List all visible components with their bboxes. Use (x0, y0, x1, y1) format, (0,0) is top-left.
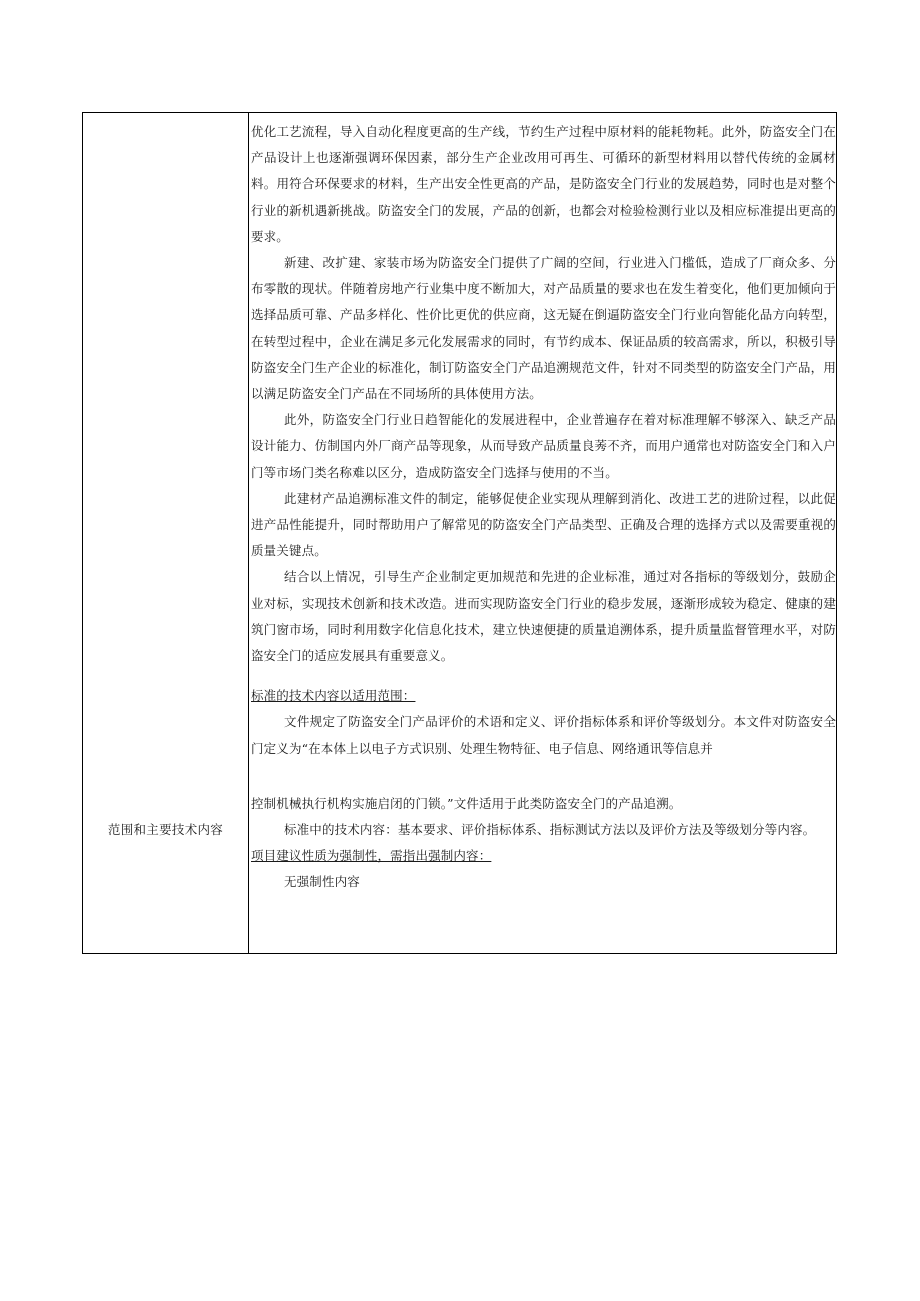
paragraph-conclusion: 结合以上情况，引导生产企业制定更加规范和先进的企业标准，通过对各指标的等级划分，鼓励企业对标，实现技术创新和技术改造。进而实现防盗安全门行业的稳步发展，逐渐形成较为稳定、健康的建筑门窗市场，同时利用数字化信息化技术，建立快速便捷的质量追溯体系，提升质量监督管理水平，对防盗安全门的适应发展具有重要意义。 (251, 569, 836, 664)
row-label-cell (83, 113, 249, 953)
paragraph-process-optimization: 优化工艺流程，导入自动化程度更高的生产线，节约生产过程中原材料的能耗物耗。此外，防盗安全门在产品设计上也逐渐强调环保因素，部分生产企业改用可再生、可循环的新型材料用以替代传统的金属材料。用符合环保要求的材料，生产出安全性更高的产品，是防盗安全门行业的发展趋势，同时也是对整个行业的新机遇新挑战。防盗安全门的发展，产品的创新，也都会对检验检测行业以及相应标准提出更高的要求。 (251, 124, 836, 244)
row-label: 范围和主要技术内容 (107, 822, 224, 837)
paragraph-no-mandatory: 无强制性内容 (284, 874, 360, 890)
paragraph-technical-content: 标准中的技术内容：基本要求、评价指标体系、指标测试方法以及评价方法及等级划分等内容。 (284, 822, 816, 838)
content-cell (249, 113, 836, 953)
paragraph-scope-applicability: 控制机械执行机构实施启闭的门锁。”文件适用于此类防盗安全门的产品追溯。 (251, 795, 682, 811)
paragraph-scope-definition: 文件规定了防盗安全门产品评价的术语和定义、评价指标体系和评价等级划分。本文件对防盗安全门定义为“在本体上以电子方式识别、处理生物特征、电子信息、网络通讯等信息并 (251, 714, 836, 756)
content-table (82, 112, 837, 954)
spacer (251, 669, 836, 683)
spacer (251, 762, 836, 791)
paragraph-market-status: 新建、改扩建、家装市场为防盗安全门提供了广阔的空间，行业进入门槛低，造成了厂商众多、分布零散的现状。伴随着房地产行业集中度不断加大，对产品质量的要求也在发生着变化，他们更加倾向于选择品质可靠、产品多样化、性价比更优的供应商，这无疑在倒逼防盗安全门行业向智能化品方向转型，在转型过程中，企业在满足多元化发展需求的同时，有节约成本、保证品质的较高需求，所以，积极引导防盗安全门生产企业的标准化，制订防盗安全门产品追溯规范文件，针对不同类型的防盗安全门产品，用以满足防盗安全门产品在不同场所的具体使用方法。 (251, 255, 836, 402)
heading-scope: 标准的技术内容以适用范围： (251, 688, 416, 704)
heading-mandatory: 项目建议性质为强制性，需指出强制内容： (251, 848, 492, 864)
paragraph-standard-purpose: 此建材产品追溯标准文件的制定，能够促使企业实现从理解到消化、改进工艺的进阶过程，以此促进产品性能提升，同时帮助用户了解常见的防盗安全门产品类型、正确及合理的选择方式以及需要重视的质量关键点。 (251, 490, 836, 559)
paragraph-industry-problems: 此外，防盗安全门行业日趋智能化的发展进程中，企业普遍存在着对标准理解不够深入、缺乏产品设计能力、仿制国内外厂商产品等现象，从而导致产品质量良莠不齐，而用户通常也对防盗安全门和入户门等市场门类名称难以区分，造成防盗安全门选择与使用的不当。 (251, 412, 836, 480)
